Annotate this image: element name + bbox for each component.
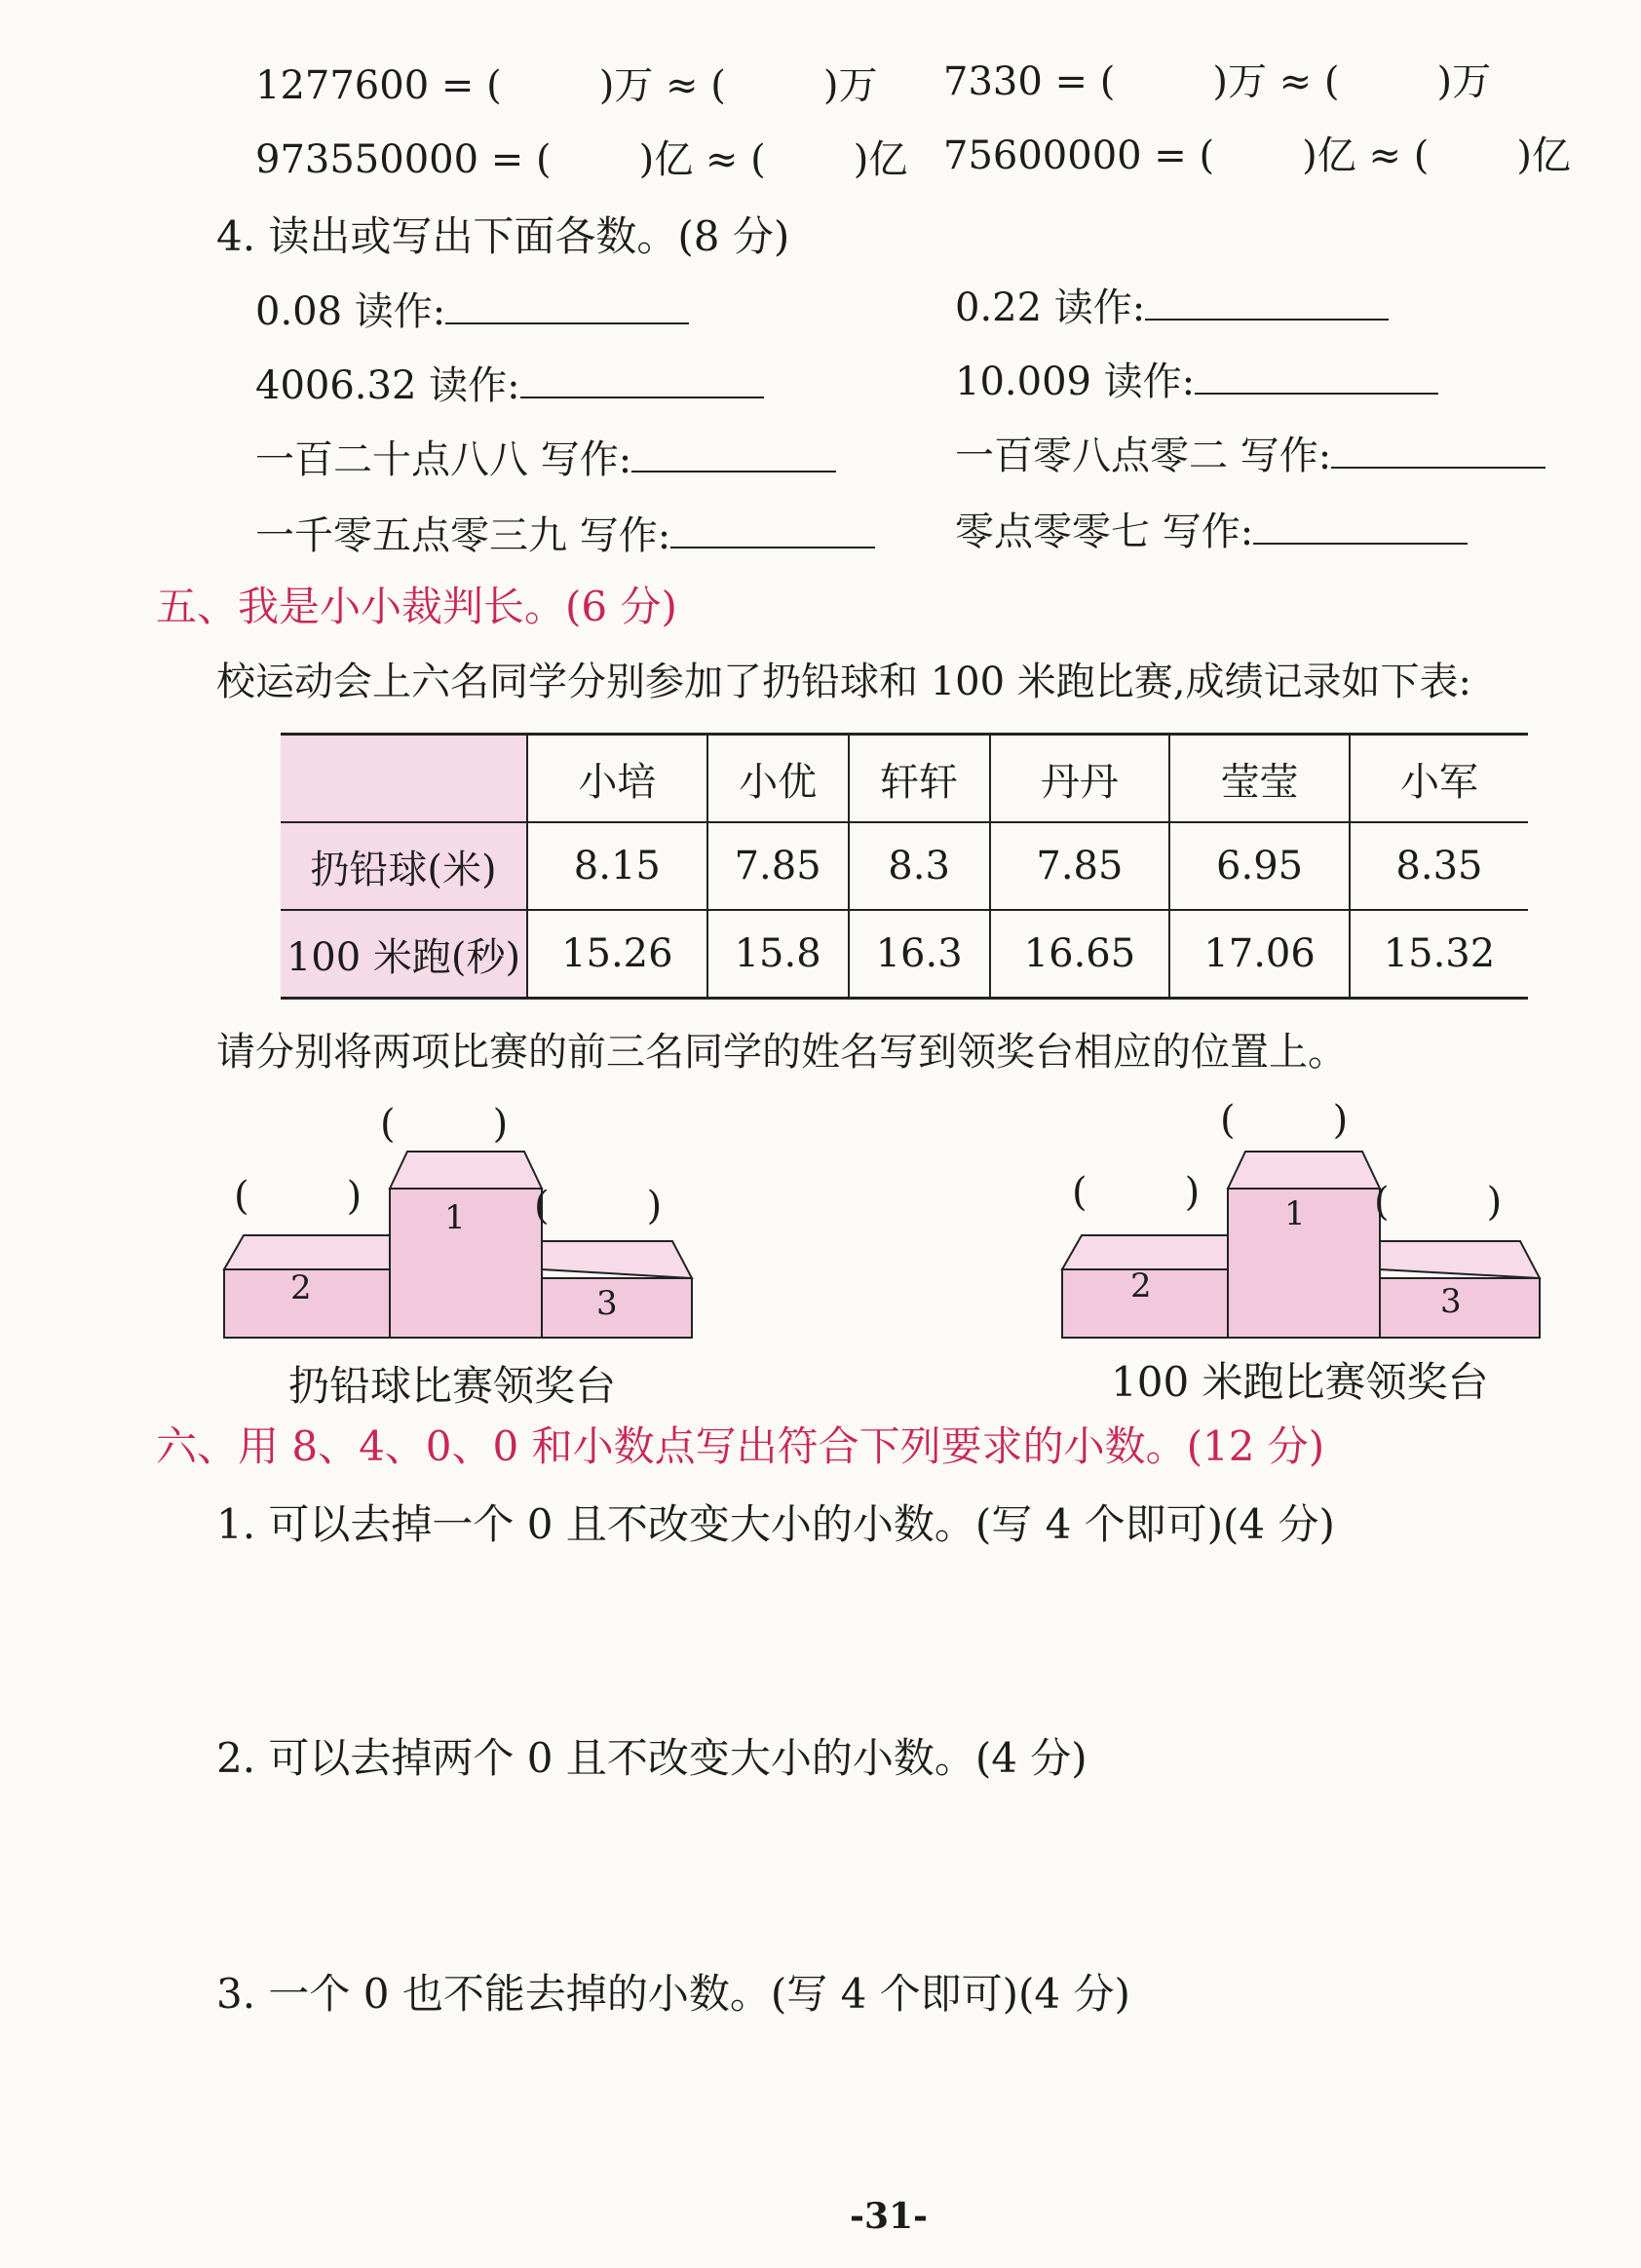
conversion-row-2-left: 973550000 = ( )亿 ≈ ( )亿: [255, 137, 908, 182]
table-cell: 8.3: [849, 822, 990, 910]
table-row-label: 100 米跑(秒): [281, 910, 527, 999]
q4-item-read-0-22: 0.22 读作:: [955, 284, 1389, 331]
section-5-intro: 校运动会上六名同学分别参加了扔铅球和 100 米跑比赛,成绩记录如下表:: [216, 660, 1471, 704]
q4-item-write-108-02: 一百零八点零二 写作:: [955, 433, 1546, 479]
answer-bracket-1st[interactable]: ( ): [1220, 1098, 1349, 1143]
q4-item-write-120-88: 一百二十点八八 写作:: [255, 436, 836, 483]
table-header-row: [281, 735, 1528, 823]
answer-bracket-3rd[interactable]: ( ): [1374, 1180, 1503, 1225]
answer-bracket-2nd[interactable]: ( ): [1072, 1170, 1201, 1215]
q4-item-read-4006-32: 4006.32 读作:: [255, 362, 764, 409]
answer-line[interactable]: [631, 465, 836, 472]
podium-2-rank-1: 1: [1284, 1194, 1306, 1233]
podium-2-rank-3: 3: [1440, 1282, 1462, 1321]
podium-1-caption: 扔铅球比赛领奖台: [288, 1362, 617, 1410]
table-cell: 16.65: [990, 910, 1170, 999]
q4-item-write-0-007: 零点零零七 写作:: [955, 509, 1468, 555]
table-row: [281, 822, 1528, 910]
podium-2-caption: 100 米跑比赛领奖台: [1111, 1358, 1489, 1406]
table-header-cell: 丹丹: [990, 735, 1170, 823]
conversion-row-1-right: 7330 = ( )万 ≈ ( )万: [943, 59, 1492, 104]
table-header-cell: 小培: [527, 735, 707, 823]
answer-line[interactable]: [1195, 387, 1438, 395]
table-header-cell: 小优: [707, 735, 849, 823]
section-6-q1: 1. 可以去掉一个 0 且不改变大小的小数。(写 4 个即可)(4 分): [216, 1500, 1335, 1548]
q4-item-read-10-009: 10.009 读作:: [955, 359, 1438, 405]
table-row-label: 扔铅球(米): [281, 822, 527, 910]
table-cell: 15.32: [1350, 910, 1528, 999]
table-cell: 7.85: [990, 822, 1170, 910]
answer-line[interactable]: [1253, 537, 1468, 545]
answer-bracket-2nd[interactable]: ( ): [234, 1174, 363, 1219]
table-row: [281, 910, 1528, 999]
section-5-instruction: 请分别将两项比赛的前三名同学的姓名写到领奖台相应的位置上。: [216, 1030, 1347, 1075]
table-header-cell: 小军: [1350, 735, 1528, 823]
answer-bracket-3rd[interactable]: ( ): [534, 1184, 663, 1228]
table-corner-cell: [281, 735, 527, 823]
table-header-cell: 轩轩: [849, 735, 990, 823]
answer-line[interactable]: [445, 317, 689, 324]
table-cell: 15.26: [527, 910, 707, 999]
q4-item-read-0-08: 0.08 读作:: [255, 288, 689, 335]
answer-line[interactable]: [670, 541, 875, 548]
scores-table: [281, 733, 1528, 1000]
q4-item-write-1005-039: 一千零五点零三九 写作:: [255, 512, 875, 559]
table-cell: 7.85: [707, 822, 849, 910]
section-6-title: 六、用 8、4、0、0 和小数点写出符合下列要求的小数。(12 分): [156, 1422, 1325, 1470]
page-number: -31-: [850, 2196, 928, 2237]
section-6-q3: 3. 一个 0 也不能去掉的小数。(写 4 个即可)(4 分): [216, 1970, 1130, 2018]
answer-line[interactable]: [1331, 461, 1546, 469]
table-cell: 16.3: [849, 910, 990, 999]
table-cell: 8.35: [1350, 822, 1528, 910]
answer-line[interactable]: [1145, 313, 1389, 321]
answer-line[interactable]: [520, 391, 764, 398]
table-cell: 15.8: [707, 910, 849, 999]
conversion-row-2-right: 75600000 = ( )亿 ≈ ( )亿: [943, 133, 1571, 178]
table-cell: 17.06: [1169, 910, 1350, 999]
table-cell: 8.15: [527, 822, 707, 910]
conversion-row-1-left: 1277600 = ( )万 ≈ ( )万: [255, 63, 878, 108]
q4-title: 4. 读出或写出下面各数。(8 分): [216, 212, 790, 260]
podium-1-rank-2: 2: [290, 1268, 312, 1307]
table-cell: 6.95: [1169, 822, 1350, 910]
podium-2-rank-2: 2: [1130, 1266, 1152, 1305]
table-header-cell: 莹莹: [1169, 735, 1350, 823]
section-5-title: 五、我是小小裁判长。(6 分): [156, 583, 677, 630]
answer-bracket-1st[interactable]: ( ): [380, 1102, 509, 1147]
podium-1-rank-1: 1: [444, 1198, 466, 1237]
section-6-q2: 2. 可以去掉两个 0 且不改变大小的小数。(4 分): [216, 1734, 1088, 1782]
podium-1-rank-3: 3: [596, 1284, 618, 1323]
